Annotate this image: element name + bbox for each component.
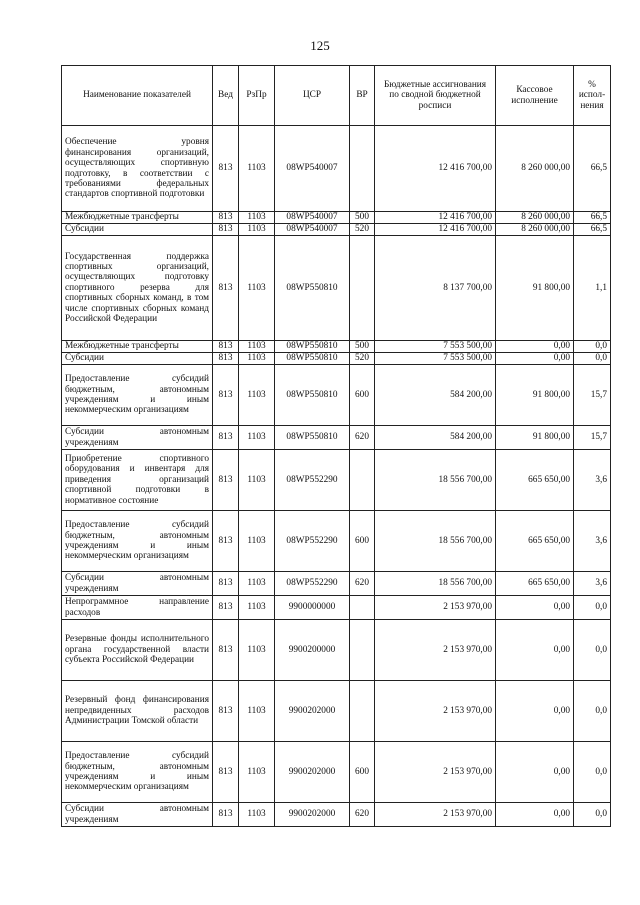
- cell-cash: 665 650,00: [496, 450, 574, 511]
- cell-csr: 08WP552290: [275, 511, 350, 572]
- header-ved: Вед: [213, 66, 239, 126]
- cell-rzpr: 1103: [239, 596, 275, 620]
- cell-pct: 66,5: [574, 224, 611, 236]
- cell-budget: 2 153 970,00: [375, 596, 496, 620]
- header-row: [62, 66, 611, 126]
- cell-name: Приобретение спортивного оборудования и инвентаря для приведения организаций спортивной подготовки в нормативное состояние: [62, 450, 213, 511]
- cell-rzpr: 1103: [239, 572, 275, 596]
- cell-rzpr: 1103: [239, 353, 275, 365]
- table-row: [62, 450, 611, 511]
- cell-csr: 08WP550810: [275, 353, 350, 365]
- cell-name: Предоставление субсидий бюджетным, автономным учреждениям и иным некоммерческим организациям: [62, 365, 213, 426]
- cell-pct: 0,0: [574, 596, 611, 620]
- cell-csr: 9900200000: [275, 620, 350, 681]
- cell-csr: 08WP550810: [275, 426, 350, 450]
- cell-budget: 12 416 700,00: [375, 126, 496, 212]
- cell-rzpr: 1103: [239, 341, 275, 353]
- cell-name: Резервный фонд финансирования непредвиденных расходов Администрации Томской области: [62, 681, 213, 742]
- cell-pct: 66,5: [574, 212, 611, 224]
- cell-csr: 9900202000: [275, 803, 350, 827]
- cell-pct: 66,5: [574, 126, 611, 212]
- cell-budget: 18 556 700,00: [375, 572, 496, 596]
- cell-cash: 8 260 000,00: [496, 126, 574, 212]
- cell-rzpr: 1103: [239, 212, 275, 224]
- cell-name: Межбюджетные трансферты: [62, 341, 213, 353]
- header-csr: ЦСР: [275, 66, 350, 126]
- cell-vr: [350, 450, 375, 511]
- cell-rzpr: 1103: [239, 126, 275, 212]
- table-row: [62, 236, 611, 341]
- cell-cash: 0,00: [496, 620, 574, 681]
- cell-rzpr: 1103: [239, 620, 275, 681]
- cell-vr: 500: [350, 341, 375, 353]
- cell-budget: 18 556 700,00: [375, 450, 496, 511]
- cell-ved: 813: [213, 365, 239, 426]
- cell-budget: 584 200,00: [375, 365, 496, 426]
- cell-vr: 600: [350, 365, 375, 426]
- cell-cash: 0,00: [496, 341, 574, 353]
- cell-pct: 0,0: [574, 341, 611, 353]
- cell-vr: 620: [350, 803, 375, 827]
- cell-cash: 0,00: [496, 803, 574, 827]
- cell-cash: 0,00: [496, 742, 574, 803]
- cell-csr: 08WP540007: [275, 224, 350, 236]
- cell-rzpr: 1103: [239, 224, 275, 236]
- cell-budget: 18 556 700,00: [375, 511, 496, 572]
- cell-pct: 0,0: [574, 742, 611, 803]
- cell-name: Субсидии автономным учреждениям: [62, 572, 213, 596]
- cell-cash: 665 650,00: [496, 511, 574, 572]
- cell-vr: 600: [350, 742, 375, 803]
- cell-pct: 3,6: [574, 450, 611, 511]
- cell-budget: 8 137 700,00: [375, 236, 496, 341]
- cell-pct: 0,0: [574, 620, 611, 681]
- cell-pct: 0,0: [574, 353, 611, 365]
- cell-pct: 3,6: [574, 572, 611, 596]
- header-name: Наименование показателей: [62, 66, 213, 126]
- cell-csr: 08WP552290: [275, 572, 350, 596]
- cell-ved: 813: [213, 224, 239, 236]
- cell-rzpr: 1103: [239, 681, 275, 742]
- cell-budget: 12 416 700,00: [375, 224, 496, 236]
- cell-name: Государственная поддержка спортивных организаций, осуществляющих подготовку спортивного резерва для спортивных сборных команд, в том числе спортивных сборных команд Российской Федерации: [62, 236, 213, 341]
- cell-budget: 12 416 700,00: [375, 212, 496, 224]
- cell-budget: 2 153 970,00: [375, 620, 496, 681]
- cell-csr: 9900000000: [275, 596, 350, 620]
- cell-cash: 8 260 000,00: [496, 212, 574, 224]
- cell-cash: 665 650,00: [496, 572, 574, 596]
- cell-vr: 620: [350, 572, 375, 596]
- cell-pct: 15,7: [574, 426, 611, 450]
- cell-csr: 08WP550810: [275, 341, 350, 353]
- table-row: [62, 353, 611, 365]
- cell-ved: 813: [213, 212, 239, 224]
- table-row: [62, 681, 611, 742]
- cell-budget: 584 200,00: [375, 426, 496, 450]
- cell-csr: 08WP550810: [275, 365, 350, 426]
- cell-csr: 08WP540007: [275, 126, 350, 212]
- table-row: [62, 426, 611, 450]
- cell-csr: 08WP552290: [275, 450, 350, 511]
- cell-cash: 8 260 000,00: [496, 224, 574, 236]
- cell-name: Предоставление субсидий бюджетным, автономным учреждениям и иным некоммерческим организациям: [62, 742, 213, 803]
- cell-vr: [350, 126, 375, 212]
- cell-csr: 9900202000: [275, 742, 350, 803]
- cell-csr: 9900202000: [275, 681, 350, 742]
- cell-budget: 2 153 970,00: [375, 742, 496, 803]
- table-row: [62, 572, 611, 596]
- table-row: [62, 511, 611, 572]
- cell-csr: 08WP540007: [275, 212, 350, 224]
- cell-vr: [350, 236, 375, 341]
- table-row: [62, 620, 611, 681]
- cell-name: Субсидии: [62, 353, 213, 365]
- cell-cash: 91 800,00: [496, 236, 574, 341]
- table-row: [62, 803, 611, 827]
- cell-vr: 520: [350, 224, 375, 236]
- cell-rzpr: 1103: [239, 742, 275, 803]
- cell-name: Субсидии автономным учреждениям: [62, 426, 213, 450]
- cell-cash: 91 800,00: [496, 426, 574, 450]
- cell-vr: 500: [350, 212, 375, 224]
- cell-cash: 0,00: [496, 353, 574, 365]
- cell-rzpr: 1103: [239, 426, 275, 450]
- cell-ved: 813: [213, 742, 239, 803]
- cell-ved: 813: [213, 126, 239, 212]
- cell-budget: 7 553 500,00: [375, 341, 496, 353]
- page-number: 125: [310, 38, 330, 53]
- table-row: [62, 126, 611, 212]
- cell-rzpr: 1103: [239, 803, 275, 827]
- cell-vr: 620: [350, 426, 375, 450]
- cell-vr: [350, 681, 375, 742]
- cell-budget: 7 553 500,00: [375, 353, 496, 365]
- table-row: [62, 742, 611, 803]
- cell-name: Резервные фонды исполнительного органа государственной власти субъекта Российской Федерации: [62, 620, 213, 681]
- cell-rzpr: 1103: [239, 365, 275, 426]
- cell-rzpr: 1103: [239, 450, 275, 511]
- cell-vr: 520: [350, 353, 375, 365]
- cell-pct: 0,0: [574, 681, 611, 742]
- cell-pct: 0,0: [574, 803, 611, 827]
- cell-name: Субсидии автономным учреждениям: [62, 803, 213, 827]
- table-row: [62, 212, 611, 224]
- cell-ved: 813: [213, 450, 239, 511]
- cell-csr: 08WP550810: [275, 236, 350, 341]
- header-pct: % испол-нения: [574, 66, 611, 126]
- cell-ved: 813: [213, 511, 239, 572]
- cell-budget: 2 153 970,00: [375, 803, 496, 827]
- table-row: [62, 596, 611, 620]
- table-row: [62, 365, 611, 426]
- cell-pct: 15,7: [574, 365, 611, 426]
- header-vr: ВР: [350, 66, 375, 126]
- budget-execution-table: [61, 65, 611, 827]
- cell-pct: 3,6: [574, 511, 611, 572]
- cell-ved: 813: [213, 596, 239, 620]
- cell-ved: 813: [213, 236, 239, 341]
- cell-cash: 91 800,00: [496, 365, 574, 426]
- cell-name: Субсидии: [62, 224, 213, 236]
- cell-vr: [350, 620, 375, 681]
- cell-rzpr: 1103: [239, 236, 275, 341]
- header-cash: Кассовое исполнение: [496, 66, 574, 126]
- cell-name: Обеспечение уровня финансирования организаций, осуществляющих спортивную подготовку, в соответствии с требованиями федеральных стандартов спортивной подготовки: [62, 126, 213, 212]
- cell-vr: [350, 596, 375, 620]
- cell-budget: 2 153 970,00: [375, 681, 496, 742]
- cell-name: Непрограммное направление расходов: [62, 596, 213, 620]
- cell-ved: 813: [213, 341, 239, 353]
- cell-ved: 813: [213, 572, 239, 596]
- cell-ved: 813: [213, 620, 239, 681]
- table-row: [62, 341, 611, 353]
- table-body: [62, 126, 611, 827]
- cell-ved: 813: [213, 803, 239, 827]
- cell-pct: 1,1: [574, 236, 611, 341]
- cell-name: Предоставление субсидий бюджетным, автономным учреждениям и иным некоммерческим организациям: [62, 511, 213, 572]
- cell-cash: 0,00: [496, 596, 574, 620]
- cell-name: Межбюджетные трансферты: [62, 212, 213, 224]
- cell-cash: 0,00: [496, 681, 574, 742]
- header-budget: Бюджетные ассигнования по сводной бюджетной росписи: [375, 66, 496, 126]
- cell-ved: 813: [213, 681, 239, 742]
- cell-rzpr: 1103: [239, 511, 275, 572]
- cell-vr: 600: [350, 511, 375, 572]
- header-rzpr: РзПр: [239, 66, 275, 126]
- table-row: [62, 224, 611, 236]
- cell-ved: 813: [213, 353, 239, 365]
- cell-ved: 813: [213, 426, 239, 450]
